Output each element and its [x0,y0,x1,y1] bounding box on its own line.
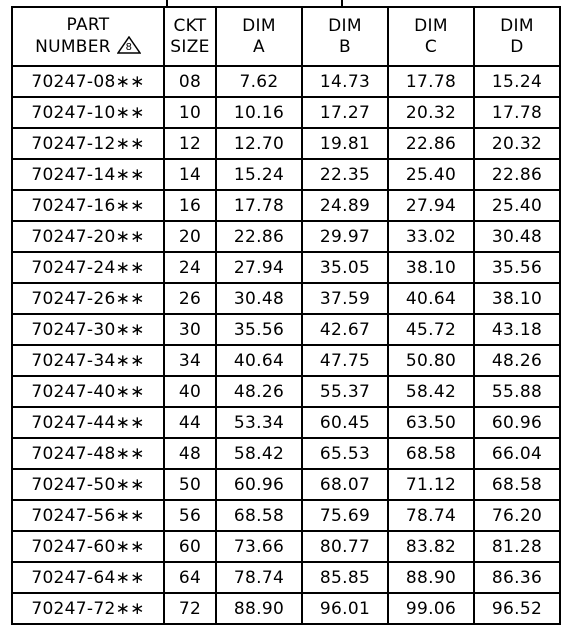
table-row [12,438,560,469]
cell-dim-d: 76.20 [474,500,560,531]
cell-dim-c: 88.90 [388,562,474,593]
table-row [12,252,560,283]
cell-dim-a: 58.42 [216,438,302,469]
cell-dim-c: 22.86 [388,128,474,159]
cell-part-number: 70247-26∗∗ [12,283,164,314]
cell-ckt-size: 56 [164,500,216,531]
table-row [12,97,560,128]
cell-dim-b: 80.77 [302,531,388,562]
cell-ckt-size: 26 [164,283,216,314]
cell-dim-c: 68.58 [388,438,474,469]
cell-dim-c: 58.42 [388,376,474,407]
cell-dim-b: 17.27 [302,97,388,128]
cell-ckt-size: 72 [164,593,216,624]
cell-dim-b: 55.37 [302,376,388,407]
header-dim-d-line1: DIM [500,15,534,36]
cell-ckt-size: 30 [164,314,216,345]
cell-dim-d: 48.26 [474,345,560,376]
dimension-table [11,6,561,625]
cell-ckt-size: 64 [164,562,216,593]
cell-dim-c: 20.32 [388,97,474,128]
cell-dim-c: 25.40 [388,159,474,190]
cell-dim-d: 17.78 [474,97,560,128]
cell-dim-d: 30.48 [474,221,560,252]
table-row [12,593,560,624]
header-dim-c-line2: C [424,36,438,57]
cell-part-number: 70247-48∗∗ [12,438,164,469]
cell-dim-d: 25.40 [474,190,560,221]
cell-dim-c: 50.80 [388,345,474,376]
cell-dim-b: 75.69 [302,500,388,531]
cell-dim-d: 55.88 [474,376,560,407]
cell-dim-b: 22.35 [302,159,388,190]
cell-dim-a: 10.16 [216,97,302,128]
cell-dim-a: 73.66 [216,531,302,562]
cell-dim-d: 66.04 [474,438,560,469]
cell-dim-a: 15.24 [216,159,302,190]
header-dim-d [474,7,560,66]
cell-dim-a: 68.58 [216,500,302,531]
cell-ckt-size: 14 [164,159,216,190]
cell-dim-d: 38.10 [474,283,560,314]
cell-dim-d: 60.96 [474,407,560,438]
table-row [12,66,560,97]
cell-part-number: 70247-60∗∗ [12,531,164,562]
cell-dim-a: 12.70 [216,128,302,159]
cell-dim-c: 71.12 [388,469,474,500]
cell-dim-b: 14.73 [302,66,388,97]
cell-part-number: 70247-64∗∗ [12,562,164,593]
cell-dim-c: 17.78 [388,66,474,97]
cell-dim-c: 99.06 [388,593,474,624]
cell-dim-b: 42.67 [302,314,388,345]
cell-part-number: 70247-44∗∗ [12,407,164,438]
cell-dim-c: 38.10 [388,252,474,283]
header-part-number [12,7,164,66]
table-row [12,159,560,190]
cell-dim-b: 19.81 [302,128,388,159]
cell-dim-a: 40.64 [216,345,302,376]
cell-dim-b: 85.85 [302,562,388,593]
cell-dim-b: 24.89 [302,190,388,221]
cell-dim-d: 81.28 [474,531,560,562]
header-dim-a-line2: A [253,36,265,57]
header-row [12,7,560,66]
cell-dim-a: 88.90 [216,593,302,624]
cell-dim-d: 96.52 [474,593,560,624]
header-part-line2 [13,36,163,58]
cell-dim-b: 65.53 [302,438,388,469]
cell-dim-a: 17.78 [216,190,302,221]
table-row [12,128,560,159]
cell-part-number: 70247-20∗∗ [12,221,164,252]
cell-part-number: 70247-24∗∗ [12,252,164,283]
table-row [12,376,560,407]
table-row [12,531,560,562]
cell-dim-d: 43.18 [474,314,560,345]
cell-dim-d: 68.58 [474,469,560,500]
table-row [12,283,560,314]
cell-part-number: 70247-16∗∗ [12,190,164,221]
cell-dim-a: 27.94 [216,252,302,283]
cell-dim-c: 78.74 [388,500,474,531]
table-row [12,221,560,252]
table-row [12,407,560,438]
cell-dim-a: 48.26 [216,376,302,407]
cell-ckt-size: 34 [164,345,216,376]
table-row [12,562,560,593]
cell-dim-c: 45.72 [388,314,474,345]
cell-dim-c: 40.64 [388,283,474,314]
header-dim-b-line1: DIM [328,15,362,36]
header-dim-a [216,7,302,66]
cell-ckt-size: 12 [164,128,216,159]
cell-part-number: 70247-56∗∗ [12,500,164,531]
header-dim-d-line2: D [510,36,524,57]
header-part-line1: PART [66,15,110,35]
cell-dim-d: 35.56 [474,252,560,283]
header-part-line2-text: NUMBER [35,37,111,57]
note-number: 8 [125,42,133,53]
cell-dim-a: 7.62 [216,66,302,97]
cell-part-number: 70247-08∗∗ [12,66,164,97]
cell-dim-a: 60.96 [216,469,302,500]
table-row [12,469,560,500]
cell-dim-b: 37.59 [302,283,388,314]
cell-ckt-size: 20 [164,221,216,252]
cell-dim-a: 78.74 [216,562,302,593]
cell-part-number: 70247-40∗∗ [12,376,164,407]
cell-ckt-size: 48 [164,438,216,469]
header-ckt-line1: CKT [173,15,207,36]
cell-part-number: 70247-72∗∗ [12,593,164,624]
note-triangle-icon [117,36,141,54]
cell-dim-a: 30.48 [216,283,302,314]
cell-dim-b: 60.45 [302,407,388,438]
table-row [12,314,560,345]
header-dim-c [388,7,474,66]
cell-dim-d: 86.36 [474,562,560,593]
cell-dim-b: 47.75 [302,345,388,376]
cell-ckt-size: 60 [164,531,216,562]
header-ckt-line2: SIZE [170,36,210,57]
cell-dim-c: 63.50 [388,407,474,438]
header-ckt-size [164,7,216,66]
cell-dim-b: 29.97 [302,221,388,252]
header-dim-b-line2: B [339,36,351,57]
cell-ckt-size: 40 [164,376,216,407]
cell-ckt-size: 16 [164,190,216,221]
table-row [12,190,560,221]
table-row [12,345,560,376]
cell-dim-c: 83.82 [388,531,474,562]
cell-ckt-size: 08 [164,66,216,97]
cell-part-number: 70247-34∗∗ [12,345,164,376]
cell-dim-d: 20.32 [474,128,560,159]
cell-dim-a: 35.56 [216,314,302,345]
cell-dim-a: 53.34 [216,407,302,438]
cell-dim-b: 68.07 [302,469,388,500]
cell-ckt-size: 10 [164,97,216,128]
header-dim-b [302,7,388,66]
cell-part-number: 70247-50∗∗ [12,469,164,500]
cell-dim-d: 22.86 [474,159,560,190]
table-body [12,66,560,624]
cell-dim-b: 35.05 [302,252,388,283]
cell-part-number: 70247-30∗∗ [12,314,164,345]
header-dim-a-line1: DIM [242,15,276,36]
cell-dim-c: 27.94 [388,190,474,221]
header-dim-c-line1: DIM [414,15,448,36]
cell-dim-a: 22.86 [216,221,302,252]
cell-part-number: 70247-10∗∗ [12,97,164,128]
table-row [12,500,560,531]
cell-ckt-size: 24 [164,252,216,283]
cell-ckt-size: 44 [164,407,216,438]
cell-dim-d: 15.24 [474,66,560,97]
cell-part-number: 70247-14∗∗ [12,159,164,190]
cell-dim-c: 33.02 [388,221,474,252]
cell-ckt-size: 50 [164,469,216,500]
cell-part-number: 70247-12∗∗ [12,128,164,159]
cell-dim-b: 96.01 [302,593,388,624]
